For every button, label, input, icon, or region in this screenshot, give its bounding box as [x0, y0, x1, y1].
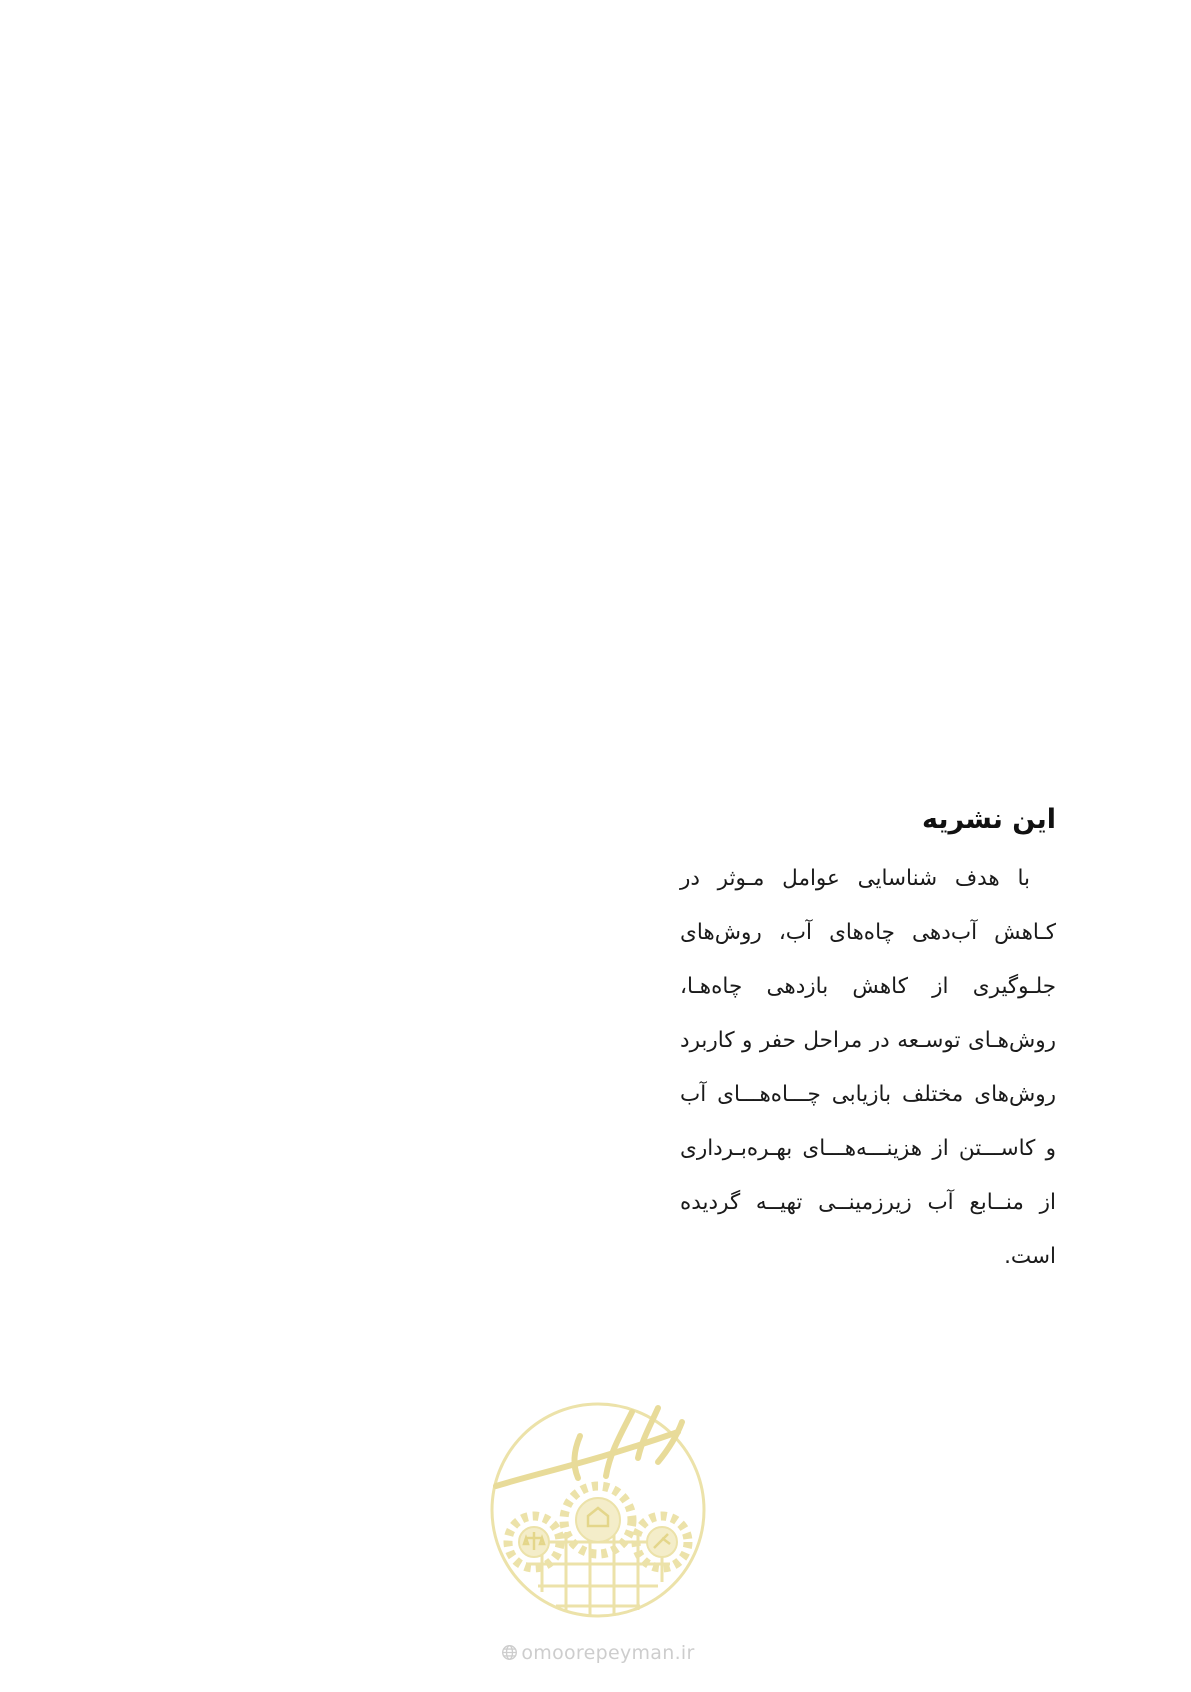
publisher-watermark — [466, 1392, 730, 1692]
publication-summary — [680, 800, 1056, 1284]
summary-paragraph: با هدف شناسایی عوامل مـوثر در کـاهش آب‌دهی چاه‌های آب، روش‌های جلـوگیری از کاهش بازدهی چاه‌هـا، روش‌هـای توسـعه در مراحل حفر و کاربرد روش‌های مختلف بازیابی چـــاه‌هـــای آب و کاســـتن از هزینـــه‌هـــای بهـره‌بـرداری از منــابع آب زیرزمینــی تهیــه گردیده است. — [680, 866, 1056, 1269]
watermark-url-text: omoorepeyman.ir — [521, 1642, 695, 1664]
watermark-url — [466, 1642, 730, 1664]
globe-icon — [501, 1644, 518, 1661]
summary-heading: این نشریه — [921, 804, 1056, 835]
omoorepeyman-logo-icon — [482, 1392, 714, 1632]
